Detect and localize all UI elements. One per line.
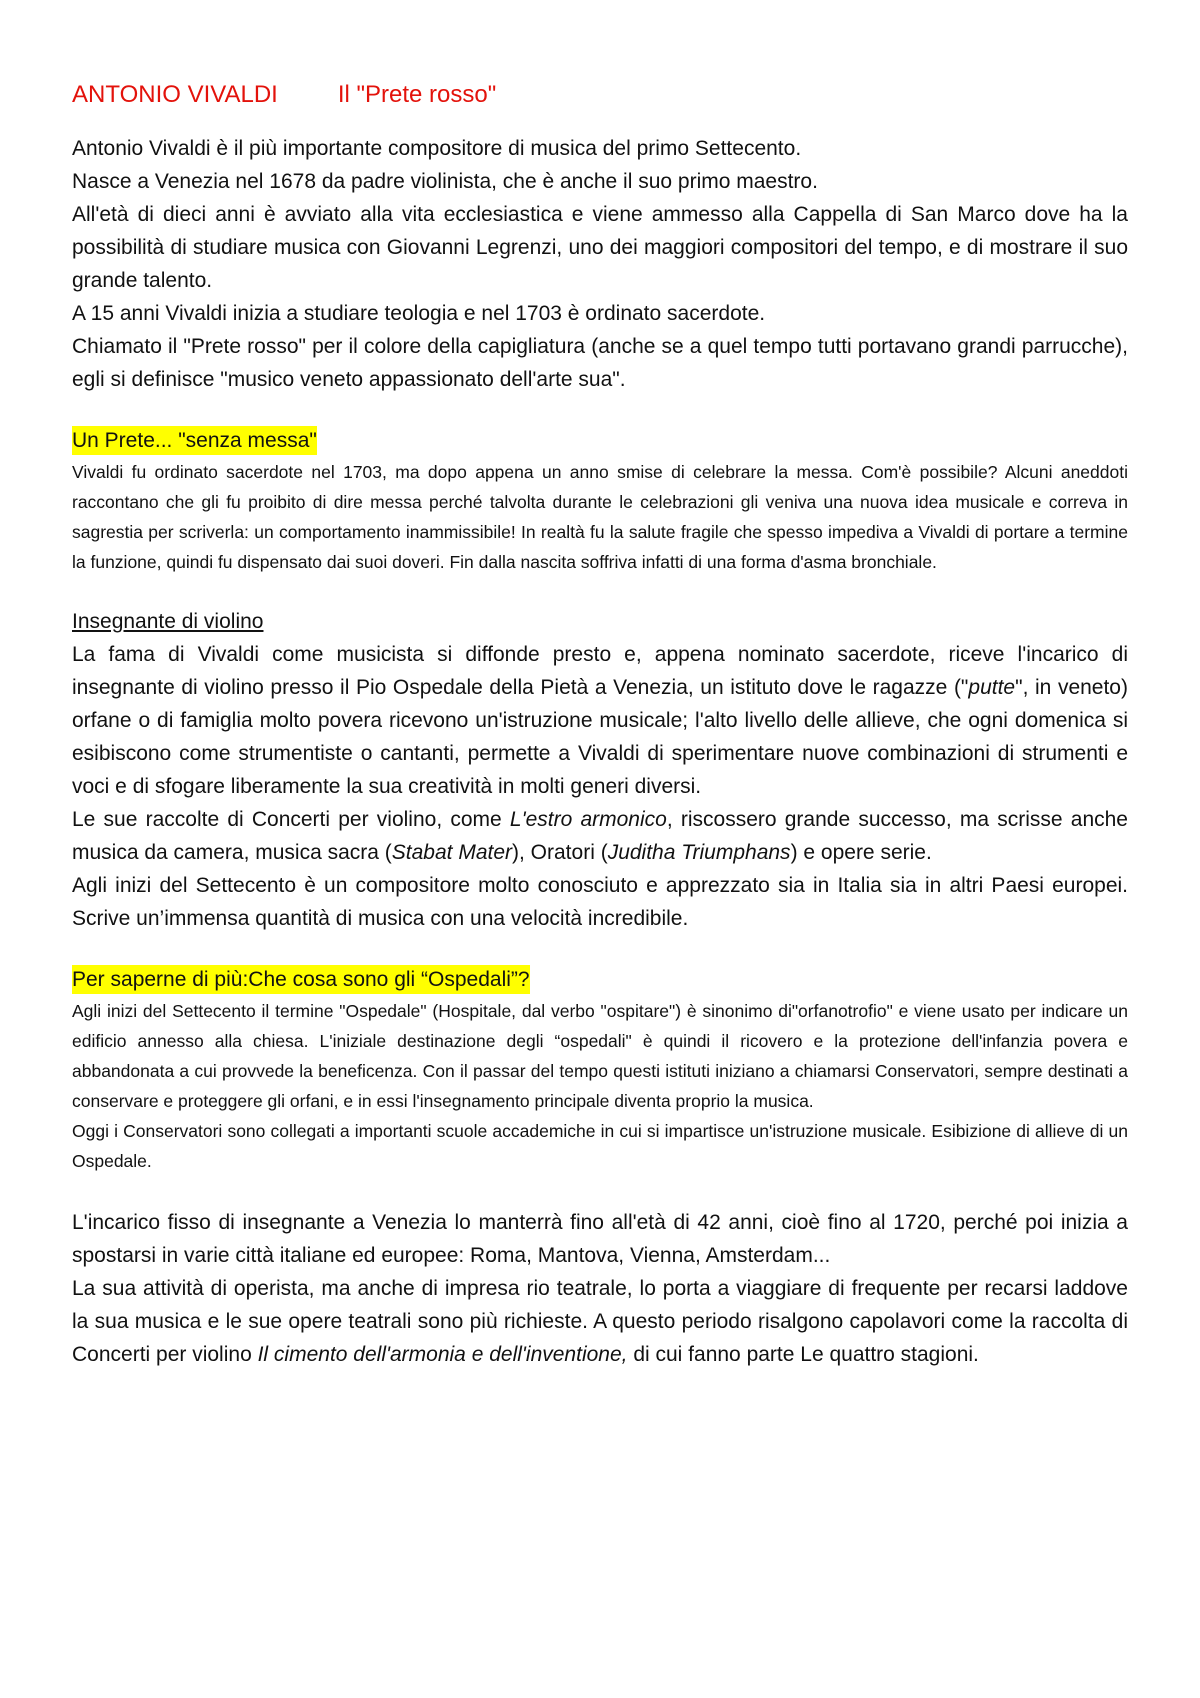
closing-paragraph-2 bbox=[72, 1272, 1128, 1371]
insegnante-paragraph-2 bbox=[72, 803, 1128, 869]
section-heading-ospedali: Per saperne di più:Che cosa sono gli “Ospedali”? bbox=[72, 965, 530, 994]
ospedali-paragraph-1: Agli inizi del Settecento il termine "Ospedale" (Hospitale, dal verbo "ospitare") è sinonimo di"orfanotrofio" e viene usato per indicare un edificio annesso alla chiesa. L'iniziale destinazione degli “ospedali" è quindi il ricovero e la protezione dell'infanzia povera e abbandonata a cui provvede la beneficenza. Con il passar del tempo questi istituti iniziano a chiamarsi Conservatori, sempre destinati a conservare e proteggere gli orfani, e in essi l'insegnamento principale diventa proprio la musica. bbox=[72, 1001, 1128, 1111]
section-insegnante bbox=[72, 577, 1128, 935]
section-spacer bbox=[72, 1176, 1128, 1206]
italic-term-putte: putte bbox=[968, 676, 1016, 699]
intro-line-2: Nasce a Venezia nel 1678 da padre violinista, che è anche il suo primo maestro. bbox=[72, 170, 818, 193]
italic-title-juditha: Juditha Triumphans bbox=[607, 841, 791, 864]
document-title bbox=[72, 80, 1128, 110]
insegnante-paragraph-1 bbox=[72, 638, 1128, 803]
intro-line-4: A 15 anni Vivaldi inizia a studiare teologia e nel 1703 è ordinato sacerdote. bbox=[72, 302, 766, 325]
title-main: ANTONIO VIVALDI bbox=[72, 81, 278, 108]
section-body-senza-messa: Vivaldi fu ordinato sacerdote nel 1703, ma dopo appena un anno smise di celebrare la messa. Com'è possibile? Alcuni aneddoti raccontano che gli fu proibito di dire messa perché talvolta durante le celebrazioni gli veniva una nuova idea musicale e correva in sagrestia per scriverla: un comportamento inammissibile! In realtà fu la salute fragile che spesso impediva a Vivaldi di portare a termine la funzione, quindi fu dispensato dai suoi doveri. Fin dalla nascita soffriva infatti di una forma d'asma bronchiale. bbox=[72, 462, 1128, 572]
intro-line-5: Chiamato il "Prete rosso" per il colore della capigliatura (anche se a quel tempo tutti portavano grandi parrucche), egli si definisce "musico veneto appassionato dell'arte sua". bbox=[72, 335, 1128, 391]
closing-paragraph-1: L'incarico fisso di insegnante a Venezia lo manterrà fino all'età di 42 anni, cioè fino al 1720, perché poi inizia a spostarsi in varie città italiane ed europee: Roma, Mantova, Vienna, Amsterdam... bbox=[72, 1211, 1128, 1267]
text-run: La sua attività di operista, ma anche di impresa rio teatrale, lo porta a viaggiare di frequente per recarsi laddove la sua musica e le sue opere teatrali sono più richieste. A questo periodo risalgono capolavori come la raccolta di Concerti per violino bbox=[72, 1277, 1128, 1366]
text-run: La fama di Vivaldi come musicista si diffonde presto e, appena nominato sacerdote, riceve l'incarico di insegnante di violino presso il Pio Ospedale della Pietà a Venezia, un istituto dove le ragazze (" bbox=[72, 643, 1128, 699]
intro-line-1: Antonio Vivaldi è il più importante compositore di musica del primo Settecento. bbox=[72, 137, 802, 160]
section-senza-messa bbox=[72, 396, 1128, 577]
italic-title-stabat: Stabat Mater bbox=[391, 841, 513, 864]
text-run: Le sue raccolte di Concerti per violino, come bbox=[72, 808, 510, 831]
italic-title-cimento: Il cimento dell'armonia e dell'inventione, bbox=[257, 1343, 628, 1366]
section-heading-senza-messa: Un Prete... "senza messa" bbox=[72, 426, 317, 455]
text-run: di cui fanno parte Le quattro stagioni. bbox=[627, 1343, 979, 1366]
text-run: , riscossero grande successo, ma scrisse anche musica da camera, musica sacra ( bbox=[72, 808, 1128, 864]
intro-section bbox=[72, 132, 1128, 396]
closing-section bbox=[72, 1206, 1128, 1371]
ospedali-paragraph-2: Oggi i Conservatori sono collegati a importanti scuole accademiche in cui si impartisce un'istruzione musicale. Esibizione di allieve di un Ospedale. bbox=[72, 1121, 1128, 1171]
section-ospedali bbox=[72, 935, 1128, 1176]
title-subtitle: Il "Prete rosso" bbox=[337, 81, 497, 108]
italic-title-estro: L'estro armonico bbox=[509, 808, 667, 831]
text-run: ), Oratori ( bbox=[512, 841, 608, 864]
text-run: ", in veneto) orfane o di famiglia molto povera ricevono un'istruzione musicale; l'alto livello delle allieve, che ogni domenica si esibiscono come strumentiste o cantanti, permette a Vivaldi di sperimentare nuove combinazioni di strumenti e voci e di sfogare liberamente la sua creatività in molti generi diversi. bbox=[72, 676, 1128, 798]
section-heading-insegnante: Insegnante di violino bbox=[72, 610, 264, 633]
text-run: ) e opere serie. bbox=[790, 841, 932, 864]
intro-line-3: All'età di dieci anni è avviato alla vita ecclesiastica e viene ammesso alla Cappella di San Marco dove ha la possibilità di studiare musica con Giovanni Legrenzi, uno dei maggiori compositori del tempo, e di mostrare il suo grande talento. bbox=[72, 203, 1128, 292]
insegnante-paragraph-3: Agli inizi del Settecento è un compositore molto conosciuto e apprezzato sia in Italia sia in altri Paesi europei. Scrive un’immensa quantità di musica con una velocità incredibile. bbox=[72, 874, 1128, 930]
